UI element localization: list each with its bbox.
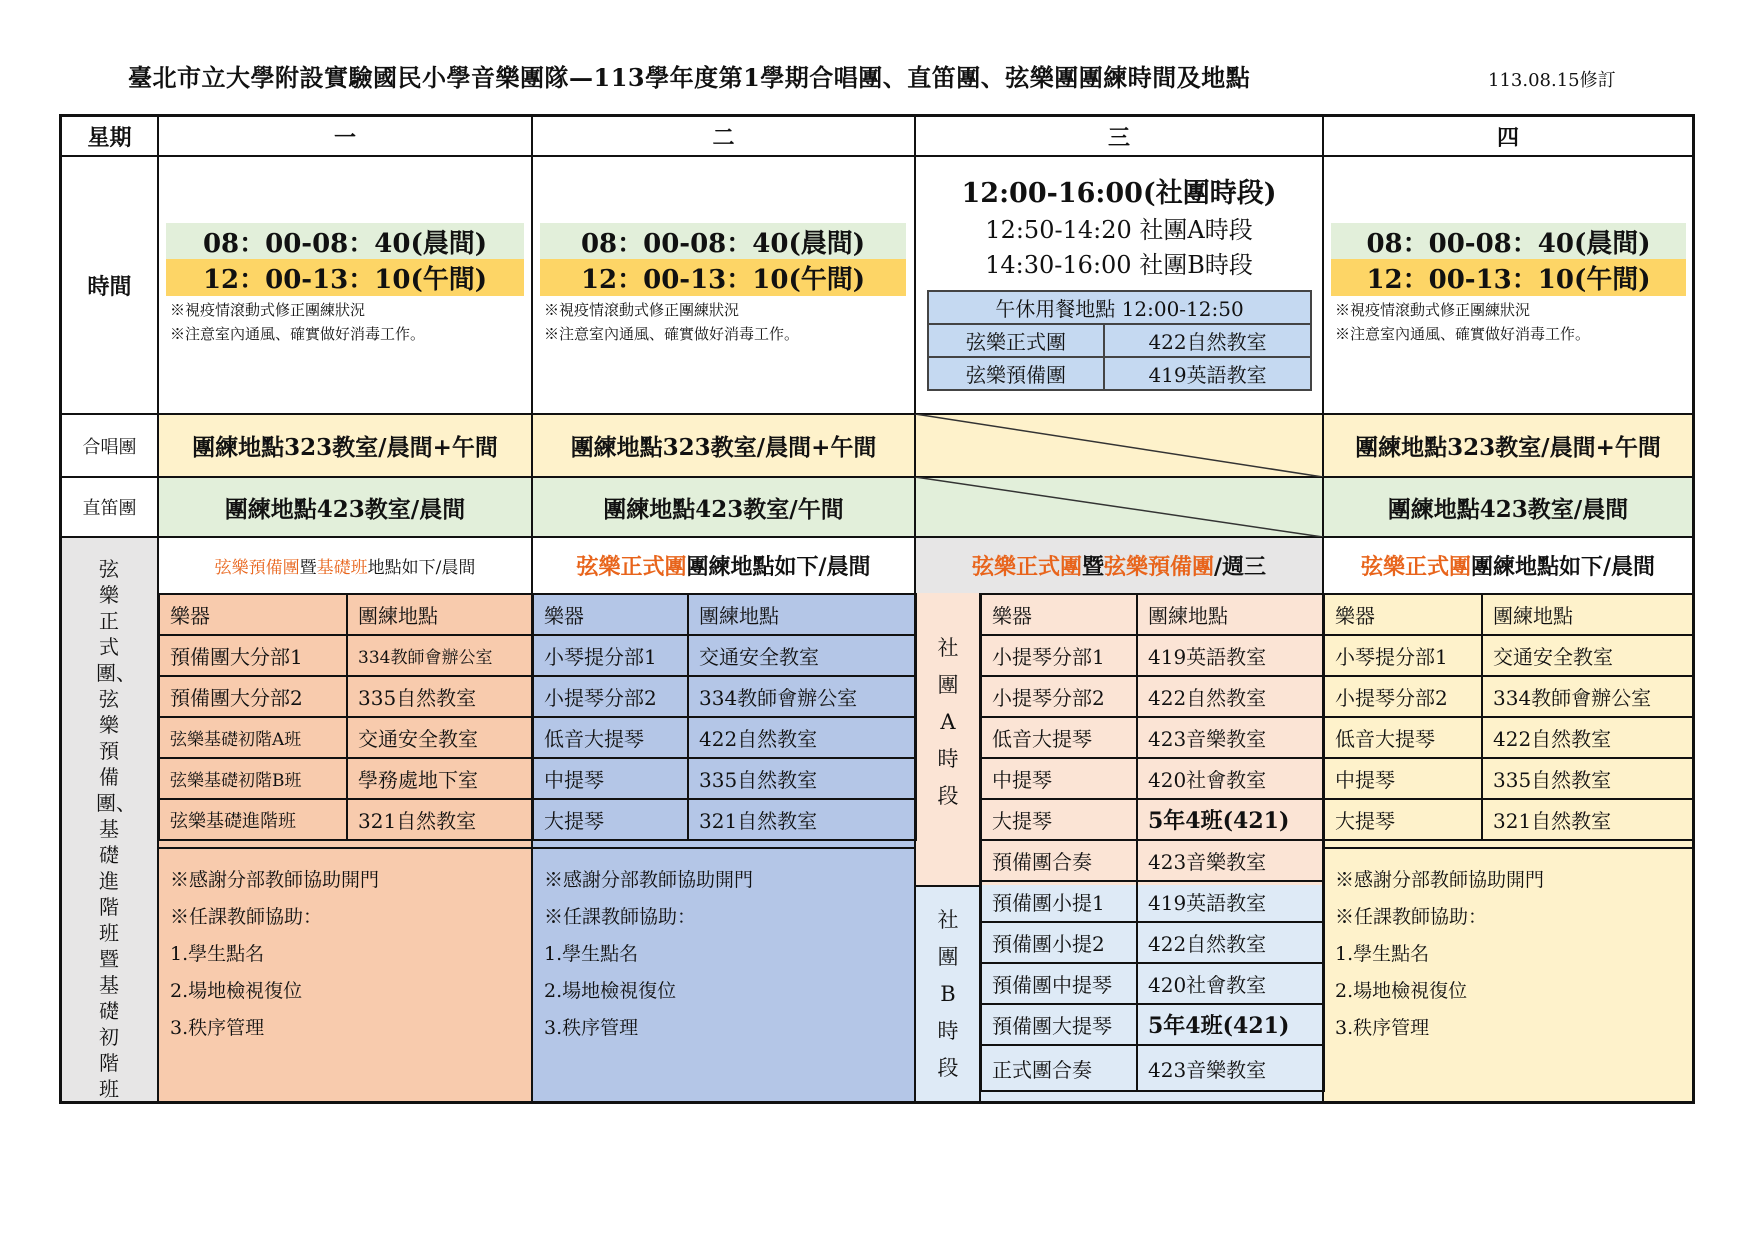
heading-join: 暨 (1081, 553, 1104, 580)
mon-morning-time: 08：00-08：40(晨間) (166, 223, 524, 259)
col-instrument: 樂器 (159, 594, 347, 635)
choir-tue: 團練地點323教室/晨間+午間 (570, 434, 877, 461)
wed-club-period: 12:00-16:00(社團時段) (961, 177, 1277, 209)
instrument-cell: 低音大提琴 (981, 717, 1137, 758)
location-cell: 321自然教室 (688, 799, 916, 840)
note-line: ※任課教師協助： (1335, 906, 1488, 928)
col-instrument: 樂器 (981, 594, 1137, 635)
instrument-cell: 中提琴 (1324, 758, 1482, 799)
location-cell: 422自然教室 (1137, 922, 1324, 963)
note-line: ※視疫情滾動式修正團練狀況 (170, 301, 366, 319)
instrument-cell: 小琴提分部1 (533, 635, 688, 676)
thu-morning-time: 08：00-08：40(晨間) (1331, 223, 1686, 259)
location-cell: 419英語教室 (1137, 635, 1324, 676)
instrument-cell: 低音大提琴 (1324, 717, 1482, 758)
note-line: ※注意室內通風、確實做好消毒工作。 (170, 325, 426, 343)
note-line: 1.學生點名 (1335, 943, 1430, 965)
note-line: ※任課教師協助： (544, 906, 697, 928)
col-location: 團練地點 (347, 594, 533, 635)
note-line: ※感謝分部教師協助開門 (1335, 869, 1545, 891)
heading-group: 弦樂預備團 (214, 557, 300, 578)
instrument-cell: 低音大提琴 (533, 717, 688, 758)
heading-suffix: 地點如下/晨間 (367, 557, 476, 578)
instrument-cell: 中提琴 (533, 758, 688, 799)
location-cell: 423音樂教室 (1137, 1045, 1324, 1091)
note-line: ※視疫情滾動式修正團練狀況 (1335, 301, 1531, 319)
heading-group: 弦樂預備團 (1103, 553, 1214, 580)
choir-label: 合唱團 (82, 436, 137, 458)
schedule-table-frame (59, 114, 1695, 1104)
location-cell: 335自然教室 (1482, 758, 1694, 799)
location-cell: 420社會教室 (1137, 758, 1324, 799)
instrument-cell: 預備團小提2 (981, 922, 1137, 963)
instrument-cell: 弦樂基礎初階A班 (159, 717, 347, 758)
instrument-cell: 預備團大分部2 (159, 676, 347, 717)
instrument-cell: 大提琴 (981, 799, 1137, 840)
note-line: ※感謝分部教師協助開門 (170, 869, 380, 891)
location-cell: 5年4班(421) (1137, 799, 1324, 840)
day-monday: 一 (333, 124, 356, 151)
location-cell: 420社會教室 (1137, 963, 1324, 1004)
location-cell: 335自然教室 (347, 676, 533, 717)
note-line: ※視疫情滾動式修正團練狀況 (544, 301, 740, 319)
location-cell: 423音樂教室 (1137, 717, 1324, 758)
instrument-cell: 中提琴 (981, 758, 1137, 799)
instrument-cell: 小提琴分部2 (981, 676, 1137, 717)
col-location: 團練地點 (1137, 594, 1324, 635)
location-cell: 423音樂教室 (1137, 840, 1324, 881)
note-line: 1.學生點名 (544, 943, 639, 965)
location-cell: 321自然教室 (347, 799, 533, 840)
mon-noon-time: 12：00-13：10(午間) (166, 259, 524, 296)
recorder-tue: 團練地點423教室/午間 (603, 495, 844, 523)
note-line: ※感謝分部教師協助開門 (544, 869, 754, 891)
strings-side-label: 弦樂正式團、弦樂預備團、基礎進階班暨基礎初階班 (96, 557, 136, 1101)
location-cell: 335自然教室 (688, 758, 916, 799)
tue-morning-time: 08：00-08：40(晨間) (540, 223, 906, 259)
col-location: 團練地點 (1482, 594, 1694, 635)
heading-suffix: /週三 (1214, 553, 1267, 580)
note-line: 1.學生點名 (170, 943, 265, 965)
instrument-cell: 弦樂基礎初階B班 (159, 758, 347, 799)
note-line: ※注意室內通風、確實做好消毒工作。 (544, 325, 800, 343)
location-cell: 422自然教室 (1482, 717, 1694, 758)
tue-noon-time: 12：00-13：10(午間) (540, 259, 906, 296)
heading-group: 弦樂正式團 (1360, 553, 1471, 580)
heading-group: 弦樂正式團 (576, 553, 687, 580)
instrument-cell: 小提琴分部2 (1324, 676, 1482, 717)
wed-period-b-label: 社團B時段 (937, 908, 959, 1080)
choir-thu: 團練地點323教室/晨間+午間 (1355, 434, 1661, 461)
lunch-group: 弦樂正式團 (928, 324, 1104, 357)
note-line: 2.場地檢視復位 (170, 980, 303, 1002)
note-line: 3.秩序管理 (1335, 1017, 1430, 1039)
lunch-location: 422自然教室 (1104, 324, 1311, 357)
instrument-cell: 大提琴 (1324, 799, 1482, 840)
note-line: 3.秩序管理 (544, 1017, 639, 1039)
instrument-cell: 弦樂基礎進階班 (159, 799, 347, 840)
location-cell: 321自然教室 (1482, 799, 1694, 840)
note-line: 2.場地檢視復位 (544, 980, 677, 1002)
location-cell: 334教師會辦公室 (688, 676, 916, 717)
revision-date: 113.08.15修訂 (1488, 70, 1616, 91)
instrument-cell: 預備團中提琴 (981, 963, 1137, 1004)
location-cell: 5年4班(421) (1137, 1004, 1324, 1045)
note-line: 2.場地檢視復位 (1335, 980, 1468, 1002)
heading-group: 基礎班 (316, 557, 368, 578)
col-instrument: 樂器 (1324, 594, 1482, 635)
location-cell: 交通安全教室 (688, 635, 916, 676)
instrument-cell: 預備團合奏 (981, 840, 1137, 881)
instrument-cell: 預備團大分部1 (159, 635, 347, 676)
location-cell: 422自然教室 (688, 717, 916, 758)
lunch-group: 弦樂預備團 (928, 357, 1104, 390)
instrument-cell: 正式團合奏 (981, 1045, 1137, 1091)
recorder-thu: 團練地點423教室/晨間 (1387, 495, 1629, 523)
col-location: 團練地點 (688, 594, 916, 635)
thu-noon-time: 12：00-13：10(午間) (1331, 259, 1686, 296)
location-cell: 334教師會辦公室 (347, 635, 533, 676)
page-title: 臺北市立大學附設實驗國民小學音樂團隊—113學年度第1學期合唱團、直笛團、弦樂團團練時間及地點 (128, 63, 1251, 92)
col-instrument: 樂器 (533, 594, 688, 635)
heading-group: 弦樂正式團 (971, 553, 1082, 580)
location-cell: 422自然教室 (1137, 676, 1324, 717)
location-cell: 交通安全教室 (1482, 635, 1694, 676)
lunch-header: 午休用餐地點 12:00-12:50 (928, 291, 1311, 324)
recorder-mon: 團練地點423教室/晨間 (224, 495, 466, 523)
location-cell: 334教師會辦公室 (1482, 676, 1694, 717)
location-cell: 學務處地下室 (347, 758, 533, 799)
day-thursday: 四 (1496, 124, 1519, 151)
wed-period-a: 12:50-14:20 社團A時段 (985, 215, 1253, 244)
location-cell: 交通安全教室 (347, 717, 533, 758)
recorder-label: 直笛團 (82, 498, 137, 519)
day-wednesday: 三 (1107, 124, 1130, 151)
heading-suffix: 團練地點如下/晨間 (1470, 553, 1656, 580)
time-label: 時間 (87, 273, 132, 300)
instrument-cell: 小提琴分部2 (533, 676, 688, 717)
heading-join: 暨 (299, 557, 317, 578)
choir-mon: 團練地點323教室/晨間+午間 (192, 434, 498, 461)
note-line: ※注意室內通風、確實做好消毒工作。 (1335, 325, 1591, 343)
wed-period-a-label: 社團A時段 (937, 636, 959, 808)
lunch-location: 419英語教室 (1104, 357, 1311, 390)
heading-suffix: 團練地點如下/晨間 (686, 553, 871, 580)
instrument-cell: 大提琴 (533, 799, 688, 840)
location-cell: 419英語教室 (1137, 881, 1324, 922)
weekday-label: 星期 (87, 124, 132, 151)
instrument-cell: 小提琴分部1 (981, 635, 1137, 676)
instrument-cell: 預備團小提1 (981, 881, 1137, 922)
wed-period-b: 14:30-16:00 社團B時段 (985, 250, 1253, 279)
instrument-cell: 小琴提分部1 (1324, 635, 1482, 676)
day-tuesday: 二 (712, 124, 735, 151)
note-line: ※任課教師協助： (170, 906, 323, 928)
note-line: 3.秩序管理 (170, 1017, 265, 1039)
instrument-cell: 預備團大提琴 (981, 1004, 1137, 1045)
